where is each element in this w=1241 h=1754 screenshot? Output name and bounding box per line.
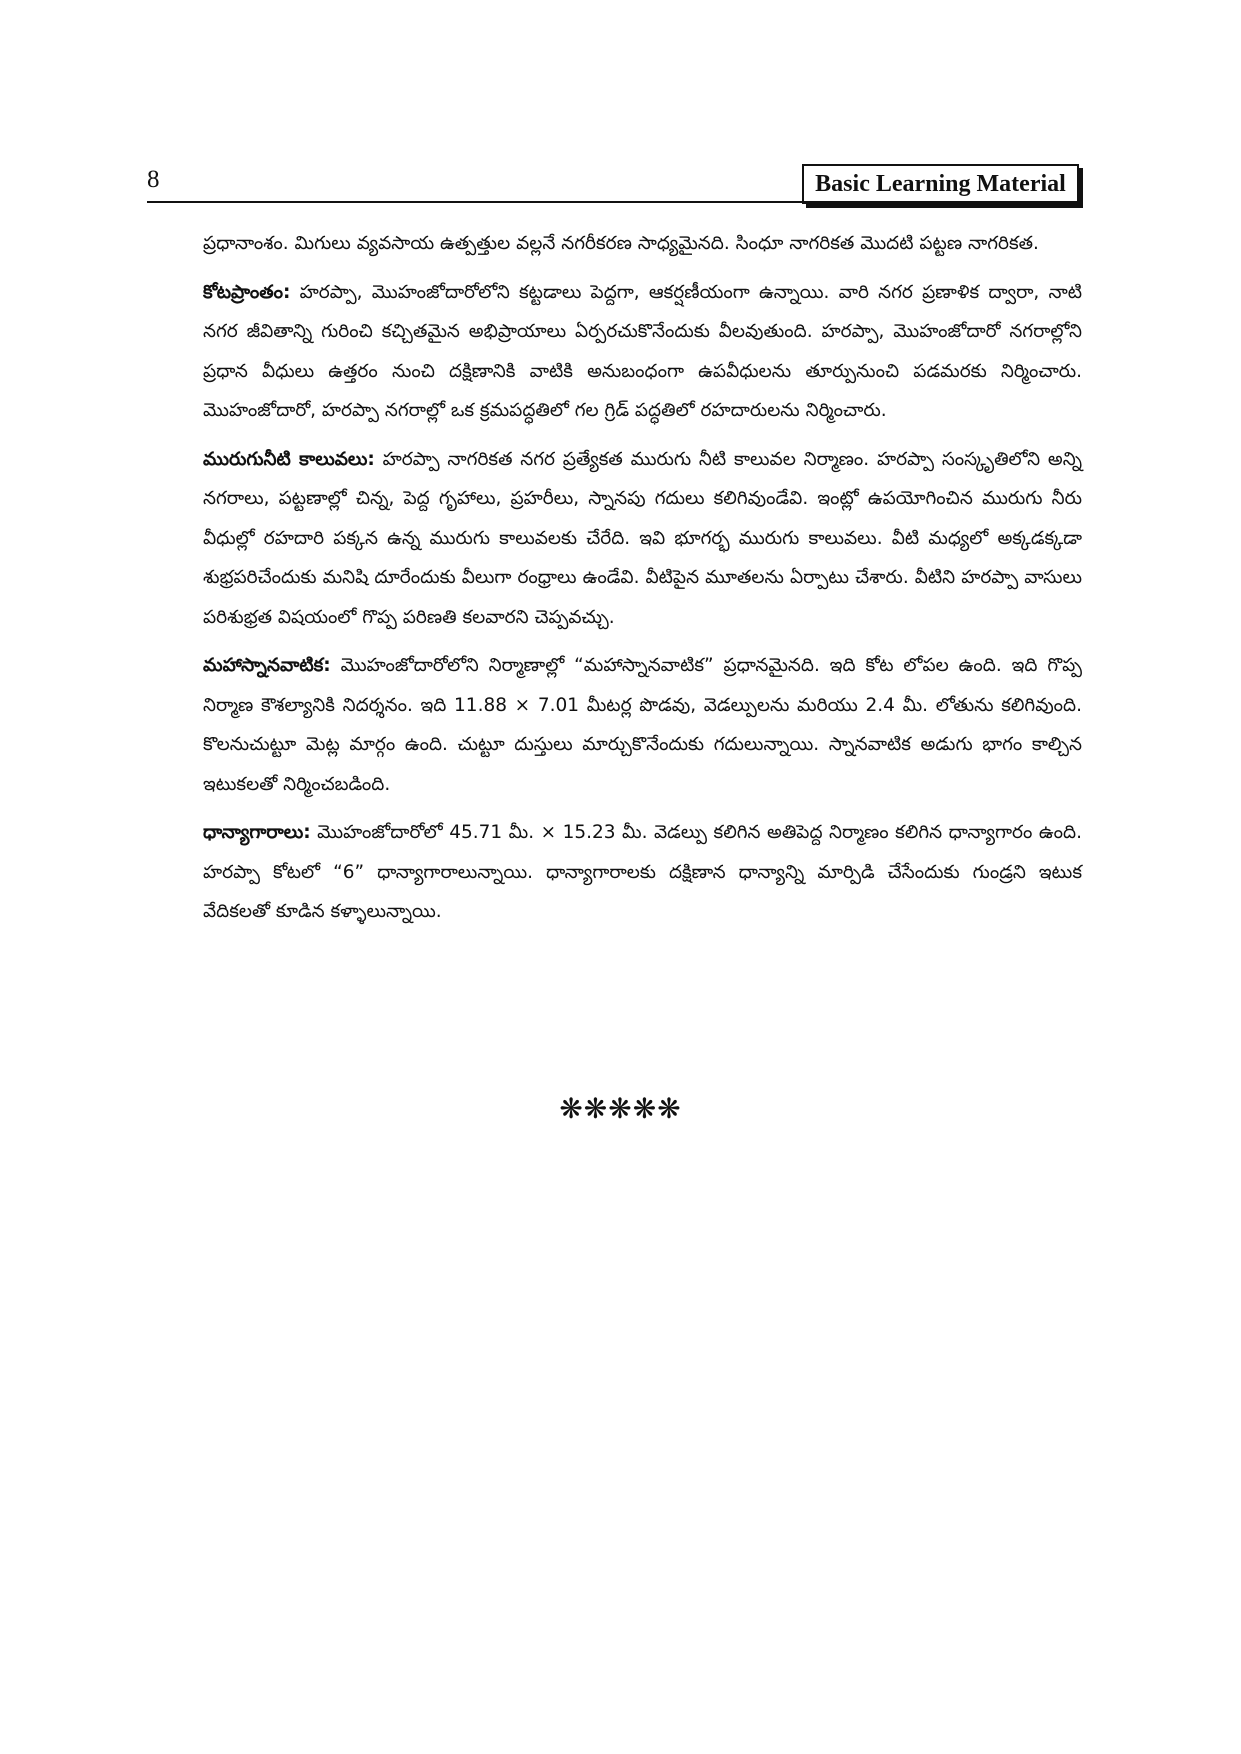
paragraph-great-bath [203,646,1082,804]
running-title [802,164,1079,204]
body-text [203,224,1082,941]
paragraph-heading: కోటప్రాంతం: [203,281,291,303]
paragraph-text: మొహంజోదారోలో 45.71 మీ. × 15.23 మీ. వెడల్పు కలిగిన అతిపెద్ద నిర్మాణం కలిగిన ధాన్యాగారం ఉంది. హరప్పా కోటలో “6” ధాన్యాగారాలున్నాయి. ధాన్యాగారాలకు దక్షిణాన ధాన్యాన్ని మార్పిడి చేసేందుకు గుండ్రని ఇటుక వేదికలతో కూడిన కళ్ళాలున్నాయి. [203,822,1082,922]
running-title-text: Basic Learning Material [815,170,1066,197]
page-number: 8 [147,166,160,193]
paragraph-text: ప్రధానాంశం. మిగులు వ్యవసాయ ఉత్పత్తుల వల్లనే నగరీకరణ సాధ్యమైనది. సింధూ నాగరికత మొదటి పట్టణ నాగరికత. [203,233,1039,254]
paragraph-granaries [203,813,1082,932]
paragraph-heading: మురుగునీటి కాలువలు: [203,448,375,470]
paragraph-text: హరప్పా నాగరికత నగర ప్రత్యేకత మురుగు నీటి కాలువల నిర్మాణం. హరప్పా సంస్కృతిలోని అన్ని నగరాలు, పట్టణాల్లో చిన్న, పెద్ద గృహాలు, ప్రహరీలు, స్నానపు గదులు కలిగివుండేవి. ఇంట్లో ఉపయోగించిన మురుగు నీరు వీధుల్లో రహదారి పక్కన ఉన్న మురుగు కాలువలకు చేరేది. ఇవి భూగర్భ మురుగు కాలువలు. వీటి మధ్యలో అక్కడక్కడా శుభ్రపరిచేందుకు మనిషి దూరేందుకు వీలుగా రంధ్రాలు ఉండేవి. వీటిపైన మూతలను ఏర్పాటు చేశారు. వీటిని హరప్పా వాసులు పరిశుభ్రత విషయంలో గొప్ప పరిణతి కలవారని చెప్పవచ్చు. [203,448,1082,628]
paragraph-heading: మహాస్నానవాటిక: [203,655,331,676]
paragraph-text: హరప్పా, మొహంజోదారోలోని కట్టడాలు పెద్దగా, ఆకర్షణీయంగా ఉన్నాయి. వారి నగర ప్రణాళిక ద్వారా, నాటి నగర జీవితాన్ని గురించి కచ్చితమైన అభిప్రాయాలు ఏర్పరచుకొనేందుకు వీలవుతుంది. హరప్పా, మొహంజోదారో నగరాల్లోని ప్రధాన వీధులు ఉత్తరం నుంచి దక్షిణానికి వాటికి అనుబంధంగా ఉపవీధులను తూర్పునుంచి పడమరకు నిర్మించారు. మొహంజోదారో, హరప్పా నగరాల్లో ఒక క్రమపద్ధతిలో గల గ్రిడ్ పద్ధతిలో రహదారులను నిర్మించారు. [203,281,1082,421]
paragraph-drainage [203,440,1082,638]
paragraph-text: మొహంజోదారోలోని నిర్మాణాల్లో “మహాస్నానవాటిక” ప్రధానమైనది. ఇది కోట లోపల ఉంది. ఇది గొప్ప నిర్మాణ కౌశల్యానికి నిదర్శనం. ఇది 11.88 × 7.01 మీటర్ల పొడవు, వెడల్పులను మరియు 2.4 మీ. లోతును కలిగివుంది. కొలనుచుట్టూ మెట్ల మార్గం ఉంది. చుట్టూ దుస్తులు మార్చుకొనేందుకు గదులున్నాయి. స్నానవాటిక అడుగు భాగం కాల్చిన ఇటుకలతో నిర్మించబడింది. [203,655,1082,795]
paragraph-citadel [203,273,1082,431]
section-end-mark: ❋❋❋❋❋ [559,1092,682,1125]
header-rule [147,201,1082,203]
paragraph-heading: ధాన్యాగారాలు: [203,822,311,843]
paragraph-intro [203,224,1082,264]
